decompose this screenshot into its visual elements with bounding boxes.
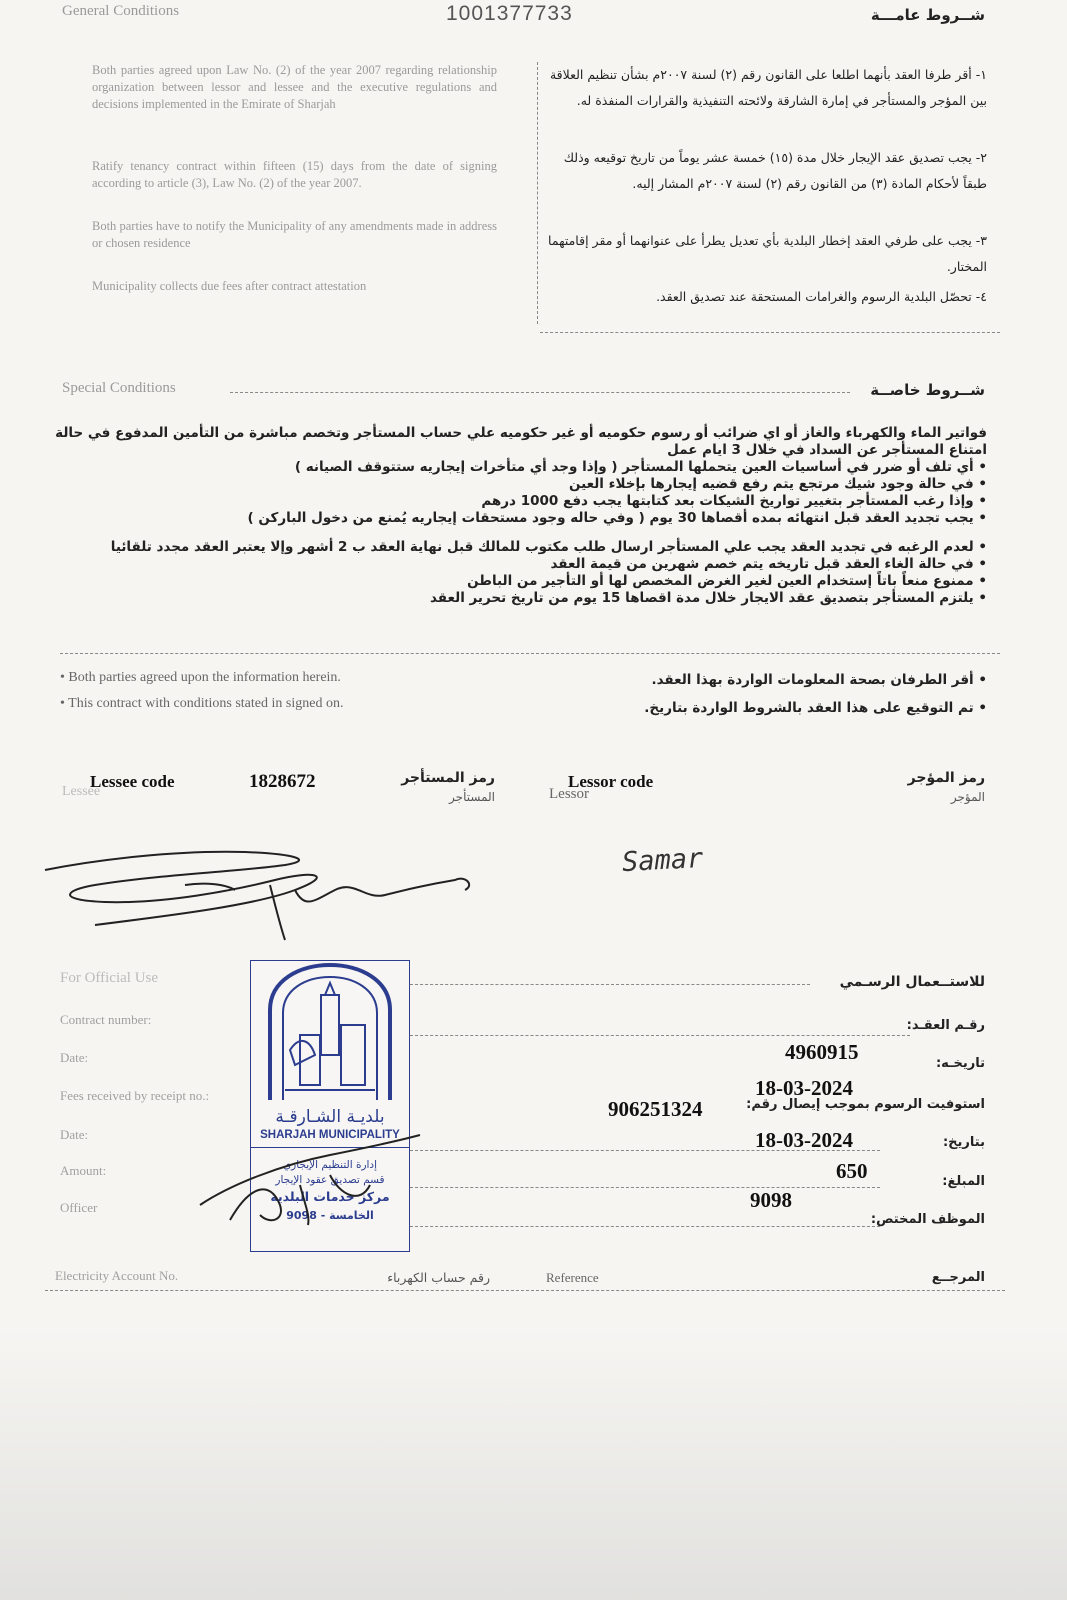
list-item: • في حالة وجود شيك مرتجع يتم رفع قضيه إيجارها بإخلاء العين xyxy=(568,476,987,492)
lessee-code-ar: رمز المستأجر xyxy=(401,770,495,786)
stamp-dept-2: قسم تصديق عقود الإيجار xyxy=(275,1174,385,1186)
gc-ar-2: ٢- يجب تصديق عقد الإيجار خلال مدة (١٥) خمسة عشر يوماً من تاريخ توقيعه وذلك طبقاً لأحكام المادة (٣) من القانون رقم (٢) لسنة ٢٠٠٧م المشار إليه. xyxy=(563,150,987,191)
electricity-label-ar: رقم حساب الكهرباء xyxy=(387,1270,490,1285)
amount-label-ar: المبلغ: xyxy=(942,1174,985,1189)
date-value: 18-03-2024 xyxy=(755,1076,853,1100)
gc-en-3: Both parties have to notify the Municipality of any amendments made in address or chosen residence xyxy=(92,219,497,250)
lessee-code-label: Lessee code xyxy=(90,772,175,791)
officer-value: 9098 xyxy=(750,1188,792,1212)
lessee-signature xyxy=(35,830,515,950)
gc-en-2: Ratify tenancy contract within fifteen (15) days from the date of signing according to article (3), Law No. (2) of the year 2007. xyxy=(92,159,497,190)
lessor-code-ar: رمز المؤجر xyxy=(907,770,985,786)
special-conditions-heading-en: Special Conditions xyxy=(62,380,176,396)
lessor-signature: Samar xyxy=(621,842,705,879)
amount-label-en: Amount: xyxy=(60,1163,107,1178)
bottom-line xyxy=(45,1290,1005,1291)
stamp-center: مركز خدمات البلدية xyxy=(270,1189,390,1204)
electricity-label-en: Electricity Account No. xyxy=(55,1268,179,1283)
date2-label-en: Date: xyxy=(60,1127,89,1142)
lessor-code-label: Lessor code xyxy=(568,772,654,791)
stamp-name-ar: بلديـة الشـارقـة xyxy=(275,1107,385,1127)
general-conditions-heading-ar: شــروط عامـــة xyxy=(870,6,985,24)
lessee-ar: المستأجر xyxy=(449,790,495,804)
column-separator xyxy=(537,62,538,324)
list-item: • أي تلف أو ضرر في أساسيات العين يتحملها المستأجر ( وإذا وجد أي متأخرات إيجاريه ستتوقف الصيانه ) xyxy=(294,459,987,475)
scan-shadow xyxy=(0,1330,1067,1600)
special-conditions-heading-ar: شــروط خاصــة xyxy=(870,381,985,399)
official-heading-line xyxy=(410,984,810,985)
section-divider-2 xyxy=(60,653,1000,654)
amount-value: 650 xyxy=(836,1159,868,1183)
fees-label-ar: استوفيت الرسوم بموجب إيصال رقم: xyxy=(746,1097,985,1112)
gc-en-1: Both parties agreed upon Law No. (2) of the year 2007 regarding relationship organization between lessor and lessee and the executive regulations and decisions implemented in the Emirate of Sharjah xyxy=(92,63,497,111)
agreement-en-2: • This contract with conditions stated in signed on. xyxy=(60,696,344,711)
list-item: امتناع المستأجر عن السداد في خلال 3 ايام عمل xyxy=(667,442,987,458)
gc-ar-3: ٣- يجب على طرفي العقد إخطار البلدية بأي تعديل يطرأ على عنوانهما أو مقر إقامتهما المختار. xyxy=(548,233,987,274)
list-item: فواتير الماء والكهرباء والغاز أو اي ضرائب أو رسوم حكوميه أو غير حكوميه علي حساب المستأجر وتخصم مباشرة من التأمين المدفوع في حالة xyxy=(55,425,987,441)
sharjah-emblem-icon xyxy=(255,955,405,1105)
reference-label-ar: المرجــع xyxy=(931,1270,985,1285)
contract-number-value: 4960915 xyxy=(785,1040,859,1064)
gc-en-4: Municipality collects due fees after contract attestation xyxy=(92,279,367,293)
date-label-en: Date: xyxy=(60,1050,89,1065)
date2-value: 18-03-2024 xyxy=(755,1128,853,1152)
lessee-code-value: 1828672 xyxy=(249,771,316,792)
official-use-heading-ar: للاستــعمال الرسـمي xyxy=(839,974,985,990)
officer-label-ar: الموظف المختص: xyxy=(870,1212,985,1227)
agreement-en-1: • Both parties agreed upon the information herein. xyxy=(60,670,341,685)
contract-number-line xyxy=(410,1035,910,1036)
receipt-number-value: 906251324 xyxy=(608,1097,703,1121)
agreement-ar-2: • تم التوقيع على هذا العقد بالشروط الواردة بتاريخ. xyxy=(644,700,987,716)
list-item: • وإذا رغب المستأجر بتغيير تواريخ الشيكات بعد كتابتها يجب دفع 1000 درهم xyxy=(481,493,987,509)
stamp-name-en: SHARJAH MUNICIPALITY xyxy=(260,1129,400,1141)
list-item: • يجب تجديد العقد قبل انتهائه بمده أقصاها 30 يوم ( وفي حاله وجود مستحقات إيجاريه يُمنع من دخول الباركن ) xyxy=(247,510,987,526)
gc-ar-4: ٤- تحصّل البلدية الرسوم والغرامات المستحقة عند تصديق العقد. xyxy=(656,289,987,304)
gc-ar-1: ١- أقر طرفا العقد بأنهما اطلعا على القانون رقم (٢) لسنة ٢٠٠٧م بشأن تنظيم العلاقة بين المؤجر والمستأجر في إمارة الشارقة ولائحته التنفيذية والقرارات المنفذة له. xyxy=(549,67,987,108)
section-divider-1 xyxy=(540,332,1000,333)
official-use-heading-en: For Official Use xyxy=(60,970,159,986)
reference-label-en: Reference xyxy=(546,1270,599,1285)
contract-number-label-ar: رقـم العقـد: xyxy=(906,1018,985,1033)
officer-signature xyxy=(190,1125,430,1235)
agreement-ar-1: • أقر الطرفان بصحة المعلومات الواردة بهذا العقد. xyxy=(651,672,987,688)
contract-number-label-en: Contract number: xyxy=(60,1012,152,1027)
document-number: 1001377733 xyxy=(446,2,573,25)
general-conditions-heading-en: General Conditions xyxy=(62,3,180,19)
lessor-ar: المؤجر xyxy=(950,790,985,804)
list-item: • في حالة الغاء العقد قبل تاريخه يتم خصم شهرين من قيمة العقد xyxy=(550,556,987,572)
lessee-label-en: Lessee xyxy=(62,784,101,799)
officer-label-en: Officer xyxy=(60,1200,98,1215)
special-heading-line xyxy=(230,392,850,393)
list-item: • لعدم الرغبه في تجديد العقد يجب علي المستأجر ارسال طلب مكتوب للمالك قبل نهاية العقد ب 2 أشهر وإلا يعتبر العقد مجدد تلقائيا xyxy=(110,539,987,555)
date-label-ar: تاريخـه: xyxy=(935,1056,985,1071)
date2-line xyxy=(410,1150,880,1151)
fees-label-en: Fees received by receipt no.: xyxy=(60,1088,210,1103)
special-conditions-list xyxy=(47,425,987,607)
date2-label-ar: بتاريخ: xyxy=(942,1135,985,1150)
amount-line xyxy=(410,1187,880,1188)
stamp-counter: الخامسة - 9098 xyxy=(286,1209,374,1222)
lessor-label-en: Lessor xyxy=(549,786,589,802)
officer-line xyxy=(410,1226,880,1227)
list-item: • ممنوع منعاً باتاً إستخدام العين لغير الغرض المخصص لها أو التأجير من الباطن xyxy=(467,573,987,589)
stamp-dept-1: إدارة التنظيم الإيجاري xyxy=(282,1159,378,1171)
list-item: • يلتزم المستأجر بتصديق عقد الايجار خلال مدة اقصاها 15 يوم من تاريخ تحرير العقد xyxy=(429,590,987,606)
